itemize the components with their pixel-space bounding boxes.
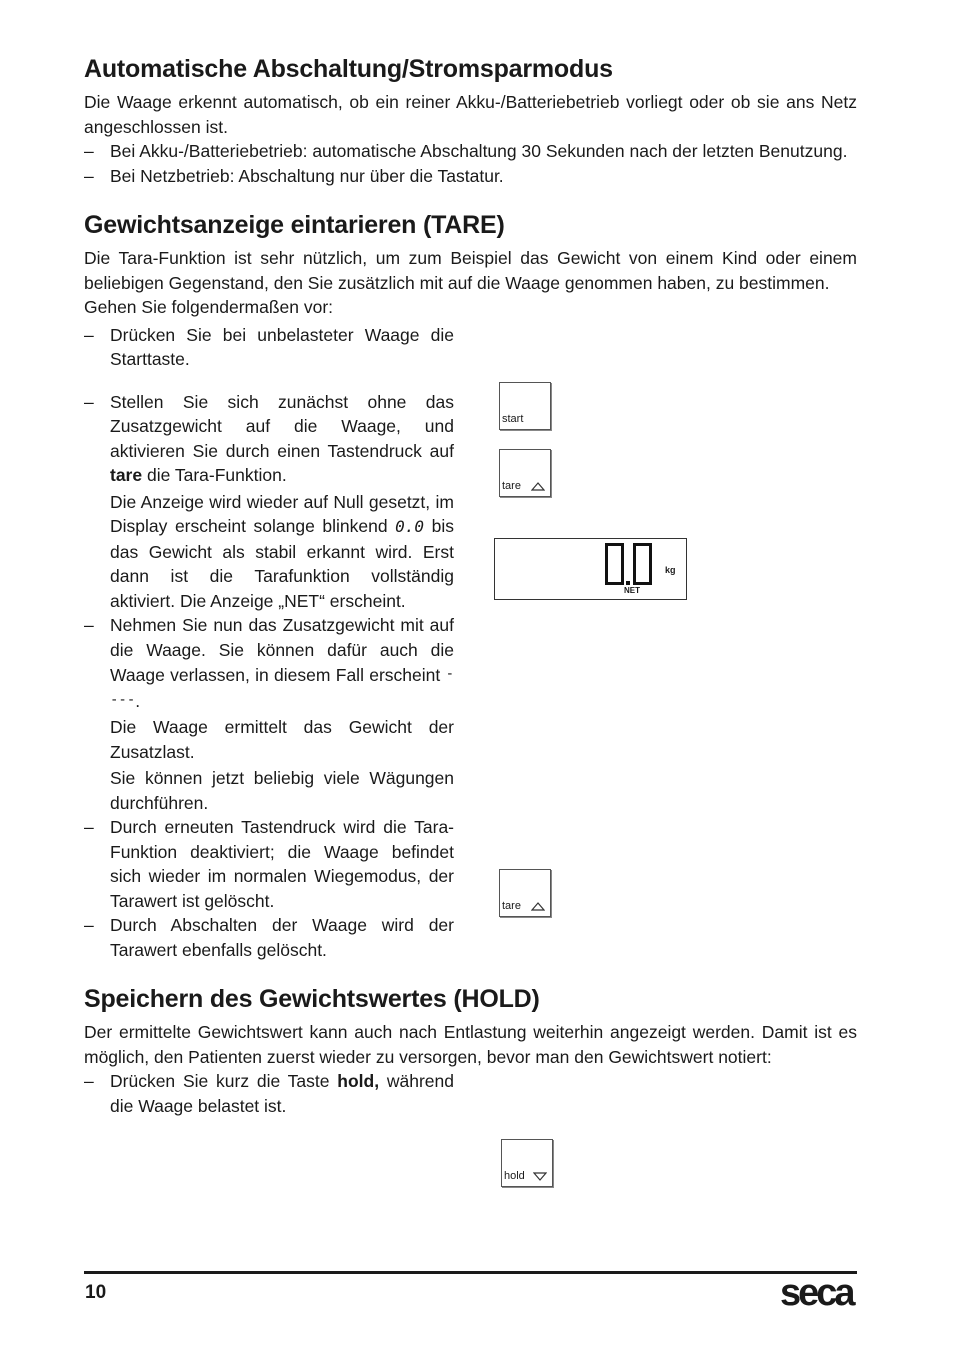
auto-shutdown-intro: Die Waage erkennt automatisch, ob ein reiner Akku-/Batteriebetrieb vorliegt oder ob sie ans Netz angeschlossen ist. <box>84 92 857 137</box>
list-subitem: Sie können jetzt beliebig viele Wägungen durchführen. <box>110 768 454 813</box>
tare-keyword: tare <box>110 465 143 485</box>
seven-segment-readout <box>495 539 686 599</box>
step-text: Stellen Sie sich zunächst ohne das Zusatzgewicht auf die Waage, und aktivieren Sie durch einen Tastendruck auf <box>110 391 454 461</box>
step-text: Nehmen Sie nun das Zusatzgewicht mit auf die Waage. Sie können dafür auch die Waage verlassen, in diesem Fall erscheint <box>110 615 454 685</box>
triangle-down-icon <box>533 1172 547 1181</box>
tare-key-label: tare <box>502 900 521 912</box>
heading-tare: Gewichtsanzeige eintarieren (TARE) <box>84 211 505 239</box>
display-unit: kg <box>665 565 676 575</box>
start-key-label: start <box>502 413 524 425</box>
hold-intro: Der ermittelte Gewichtswert kann auch nach Entlastung weiterhin angezeigt werden. Damit ist es möglich, den Patienten zuerst wieder zu versorgen, bevor man den Gewichtswert notiert: <box>84 1022 857 1067</box>
tare-steps <box>84 323 454 963</box>
step-text: . <box>135 690 141 711</box>
hold-key-label: hold <box>504 1170 525 1182</box>
tare-key-illustration <box>499 869 551 917</box>
triangle-up-icon <box>531 482 545 491</box>
list-item <box>84 1069 454 1118</box>
page-content <box>84 52 857 1118</box>
page-number: 10 <box>85 1282 107 1303</box>
tare-key-label: tare <box>502 480 521 492</box>
footer-rule <box>84 1271 857 1274</box>
display-glyph: ---- <box>110 666 454 708</box>
display-net-indicator: NET <box>624 586 640 595</box>
tare-intro: Die Tara-Funktion ist sehr nützlich, um zum Beispiel das Gewicht von einem Kind oder einem beliebigen Gegenstand, den Sie zusätzlich mit auf die Waage genommen haben, zu bestimmen. <box>84 248 857 293</box>
list-item: – Bei Akku-/Batteriebetrieb: automatische Abschaltung 30 Sekunden nach der letzten Benutzung. <box>84 139 857 164</box>
list-item: – Bei Netzbetrieb: Abschaltung nur über die Tastatur. <box>84 164 857 189</box>
tare-procedure-intro: Gehen Sie folgendermaßen vor: <box>84 297 334 317</box>
step-text: Drücken Sie kurz die Taste <box>110 1071 338 1091</box>
display-glyph: 0.0 <box>395 517 425 536</box>
brand-logo: seca <box>780 1272 853 1314</box>
step-text: während die Waage belastet ist. <box>110 1071 454 1116</box>
list-subitem: Die Waage ermittelt das Gewicht der Zusatzlast. <box>110 717 454 762</box>
list-item <box>84 390 454 488</box>
tare-key-illustration <box>499 449 551 497</box>
hold-key-illustration <box>501 1139 553 1187</box>
list-item: – Drücken Sie bei unbelasteter Waage die Starttaste. <box>84 323 454 372</box>
hold-keyword: hold, <box>337 1071 380 1091</box>
list-item: – Durch Abschalten der Waage wird der Tarawert ebenfalls gelöscht. <box>84 913 454 962</box>
list-item: – Durch erneuten Tastendruck wird die Tara-Funktion deaktiviert; die Waage befindet sich wieder im normalen Wiegemodus, der Tarawert ist gelöscht. <box>84 815 454 913</box>
list-item <box>84 613 454 713</box>
triangle-up-icon <box>531 902 545 911</box>
step-text: Die Anzeige wird wieder auf Null gesetzt, im Display erscheint solange blinkend <box>110 491 454 536</box>
list-subitem <box>84 490 454 614</box>
scale-display <box>494 538 687 600</box>
heading-hold: Speichern des Gewichtswertes (HOLD) <box>84 985 540 1013</box>
start-key-illustration <box>499 382 551 430</box>
step-text: die Tara-Funktion. <box>142 465 287 485</box>
heading-auto-shutdown: Automatische Abschaltung/Stromsparmodus <box>84 55 613 83</box>
hold-steps <box>84 1069 454 1118</box>
step-text: bis das Gewicht als stabil erkannt wird. Erst dann ist die Tarafunktion vollständig aktiviert. Die Anzeige „NET“ erscheint. <box>110 516 455 611</box>
